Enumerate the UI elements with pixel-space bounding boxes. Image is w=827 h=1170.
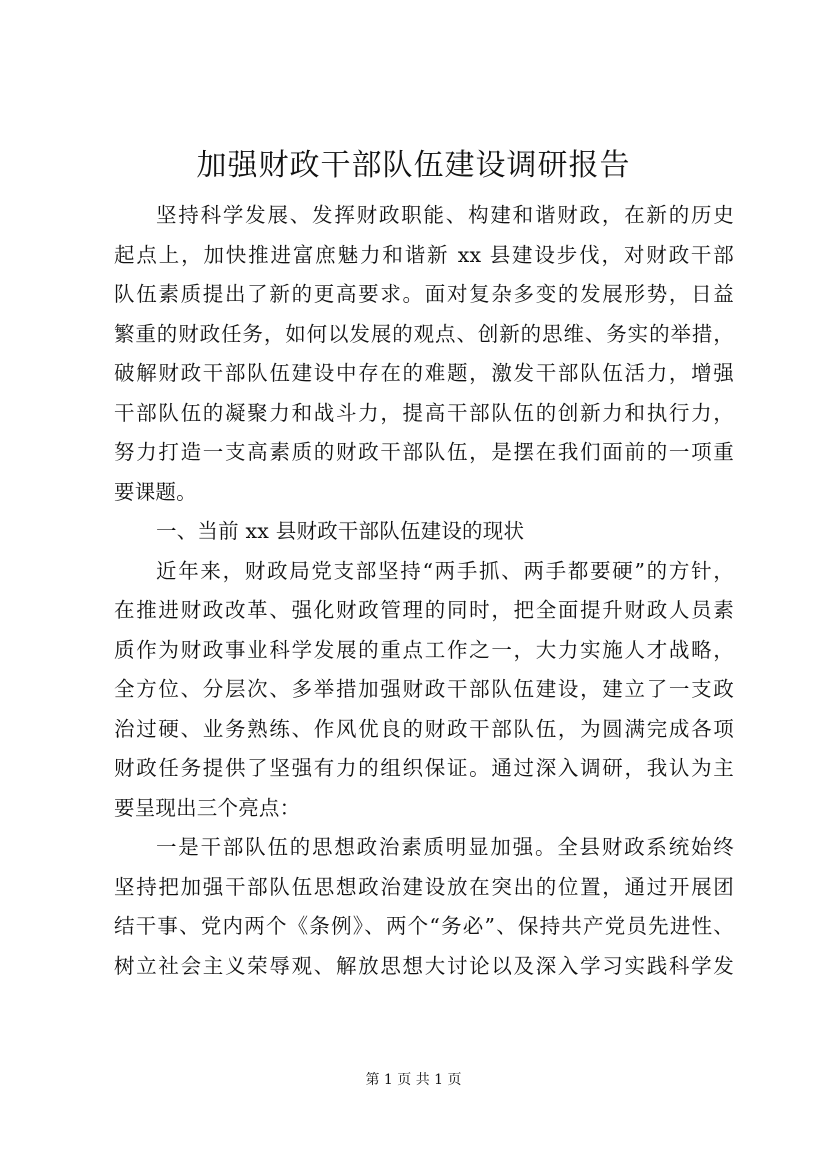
- paragraph-line: 财政任务提供了坚强有力的组织保证。通过深入调研，我认为主: [114, 756, 734, 780]
- page-footer: 第 1 页 共 1 页: [365, 1072, 462, 1088]
- paragraph-line: 要呈现出三个亮点：: [114, 795, 301, 820]
- paragraph-line: 坚持把加强干部队伍思想政治建设放在突出的位置，通过开展团: [114, 874, 734, 899]
- paragraph-line: 质作为财政事业科学发展的重点工作之一，大力实施人才战略，: [114, 637, 734, 662]
- paragraph-line: 全方位、分层次、多举措加强财政干部队伍建设，建立了一支政: [114, 677, 734, 701]
- paragraph-line: 结干事、党内两个《条例》、两个“务必”、保持共产党员先进性、: [114, 914, 734, 938]
- paragraph-line: 要课题。: [114, 479, 197, 504]
- paragraph-line: 治过硬、业务熟练、作风优良的财政干部队伍，为圆满完成各项: [114, 716, 734, 741]
- paragraph-line: 一是干部队伍的思想政治素质明显加强。全县财政系统始终: [156, 835, 734, 859]
- section-heading: 一、当前 xx 县财政干部队伍建设的现状: [156, 519, 525, 543]
- paragraph-line: 繁重的财政任务，如何以发展的观点、创新的思维、务实的举措，: [114, 321, 734, 346]
- paragraph-line: 队伍素质提出了新的更高要求。面对复杂多变的发展形势，日益: [114, 282, 734, 306]
- paragraph-line: 破解财政干部队伍建设中存在的难题，激发干部队伍活力，增强: [114, 361, 734, 385]
- paragraph-line: 干部队伍的凝聚力和战斗力，提高干部队伍的创新力和执行力，: [114, 400, 734, 425]
- paragraph-line: 近年来，财政局党支部坚持“两手抓、两手都要硬”的方针，: [156, 558, 734, 583]
- paragraph-line: 坚持科学发展、发挥财政职能、构建和谐财政，在新的历史: [156, 203, 734, 227]
- paragraph-line: 起点上，加快推进富庶魅力和谐新 xx 县建设步伐，对财政干部: [114, 242, 734, 267]
- document-title: 加强财政干部队伍建设调研报告: [196, 148, 631, 183]
- paragraph-line: 树立社会主义荣辱观、解放思想大讨论以及深入学习实践科学发: [114, 953, 734, 978]
- paragraph-line: 努力打造一支高素质的财政干部队伍，是摆在我们面前的一项重: [114, 440, 734, 464]
- paragraph-line: 在推进财政改革、强化财政管理的同时，把全面提升财政人员素: [114, 598, 734, 622]
- document-body: [114, 196, 734, 986]
